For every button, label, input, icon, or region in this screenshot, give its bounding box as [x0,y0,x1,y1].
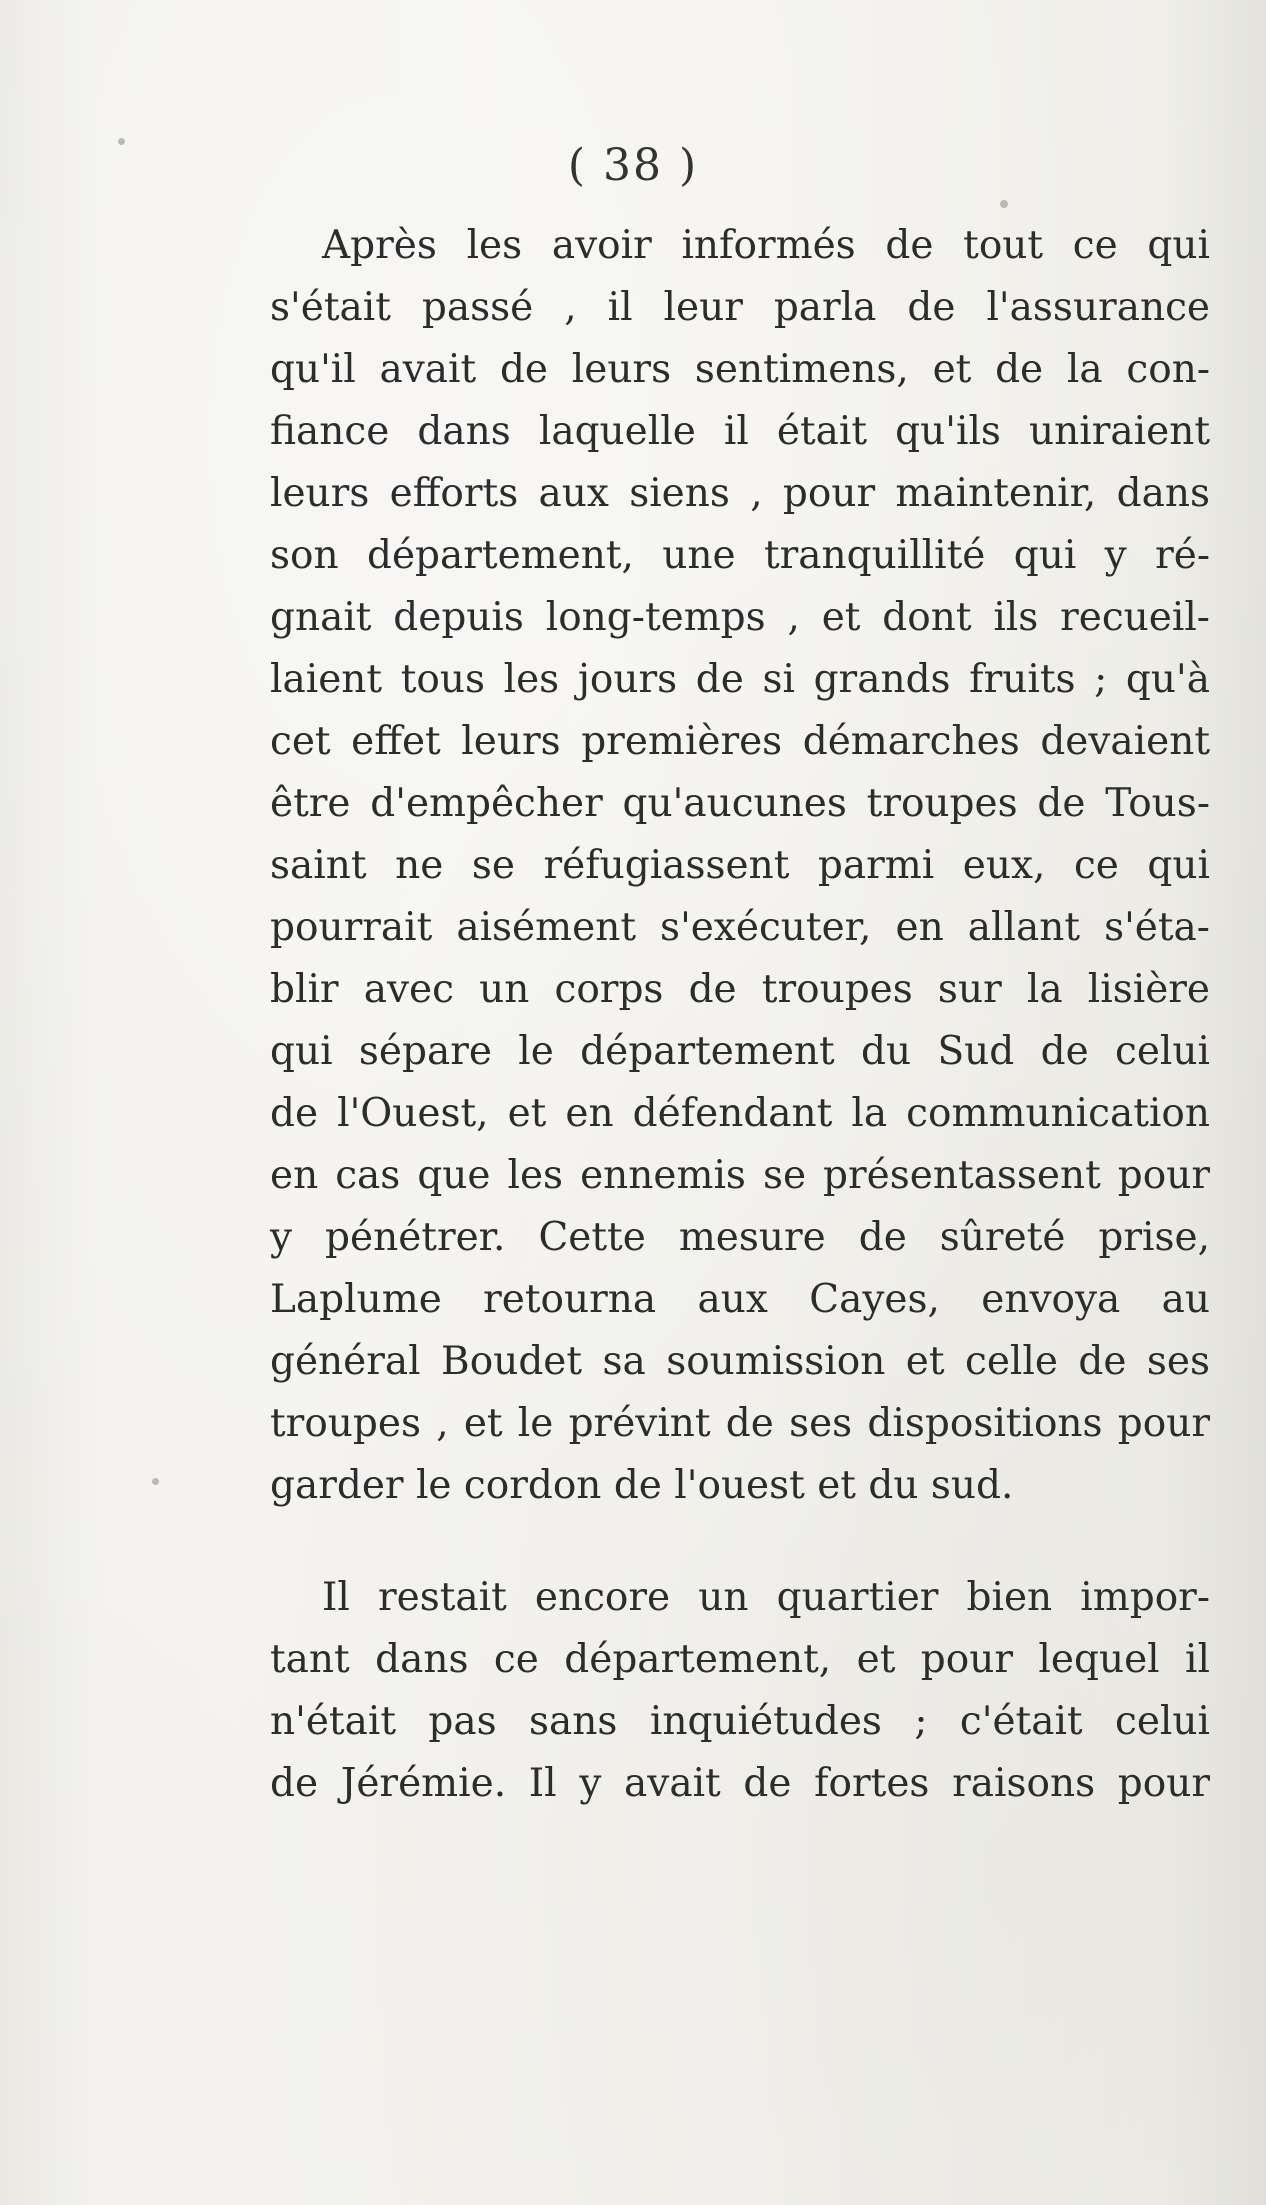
paper-speck [152,1478,159,1485]
text-line: son département, une tranquillité qui y ré- [270,533,1210,578]
text-line: cet effet leurs premières démarches devaient [270,719,1210,764]
text-line: être d'empêcher qu'aucunes troupes de Tous- [270,781,1210,826]
text-line: y pénétrer. Cette mesure de sûreté prise, [270,1215,1210,1260]
text-line: Après les avoir informés de tout ce qui [322,223,1210,268]
text-line: troupes , et le prévint de ses dispositions pour [270,1401,1210,1446]
text-line: en cas que les ennemis se présentassent pour [270,1153,1210,1198]
page-number: ( 38 ) [567,140,699,191]
text-line: leurs efforts aux siens , pour maintenir, dans [270,471,1210,516]
text-line: Laplume retourna aux Cayes, envoya au [270,1277,1210,1322]
text-line: gnait depuis long-temps , et dont ils recueil- [270,595,1210,640]
text-line: n'était pas sans inquiétudes ; c'était celui [270,1699,1210,1744]
text-line: de l'Ouest, et en défendant la communication [270,1091,1210,1136]
paragraph-gap [270,1517,1210,1567]
text-line: s'était passé , il leur parla de l'assurance [270,285,1210,330]
text-line: blir avec un corps de troupes sur la lisière [270,967,1210,1012]
paper-speck [1000,200,1008,208]
text-line: général Boudet sa soumission et celle de ses [270,1339,1210,1384]
text-line: fiance dans laquelle il était qu'ils uniraient [270,409,1210,454]
text-line: Il restait encore un quartier bien impor- [322,1575,1210,1620]
text-line: saint ne se réfugiassent parmi eux, ce qui [270,843,1210,888]
text-line: de Jérémie. Il y avait de fortes raisons pour [270,1761,1210,1806]
page-body [270,215,1210,1815]
text-line: laient tous les jours de si grands fruits ; qu'à [270,657,1210,702]
text-line: tant dans ce département, et pour lequel il [270,1637,1210,1682]
text-line: pourrait aisément s'exécuter, en allant s'éta- [270,905,1210,950]
text-line: garder le cordon de l'ouest et du sud. [270,1463,1014,1508]
text-line: qu'il avait de leurs sentimens, et de la con- [270,347,1210,392]
text-line: qui sépare le département du Sud de celui [270,1029,1210,1074]
